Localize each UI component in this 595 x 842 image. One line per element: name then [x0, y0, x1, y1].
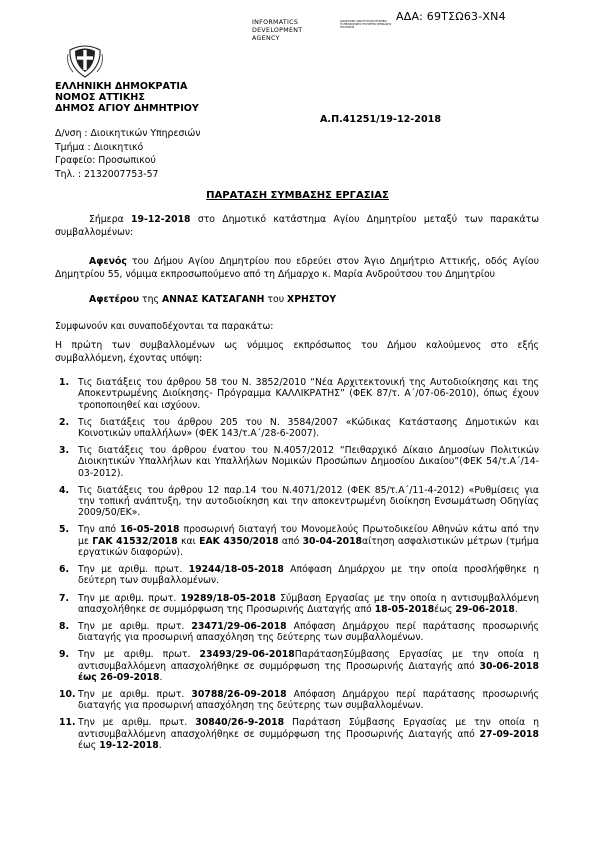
employee-name: ΑΝΝΑΣ ΚΑΤΣΑΓΑΝΗ [161, 294, 265, 305]
list-item-number: 6. [59, 564, 70, 576]
list-item-number: 9. [59, 649, 70, 661]
document-title: ΠΑΡΑΤΑΣΗ ΣΥΜΒΑΣΗΣ ΕΡΓΑΣΙΑΣ [206, 190, 389, 201]
list-item [55, 445, 539, 479]
list-item [55, 689, 539, 712]
list-item-text: Τις διατάξεις του άρθρου 205 του Ν. 3584/2007 «Κώδικας Κατάστασης Δημοτικών και Κοινοτικών υπαλλήλων» (ΦΕΚ 143/τ.Α΄/28-6-2007). [78, 416, 539, 439]
intro-paragraph: Σήμερα 19-12-2018 στο Δημοτικό κατάστημα Αγίου Δημητρίου μεταξύ των παρακάτω συμβαλλομένων: [55, 214, 539, 238]
greek-coat-of-arms-icon [67, 42, 103, 78]
list-item-text: Την με αριθμ. πρωτ. 23493/29-06-2018ΠαράτασηΣύμβασης Εργασίας με την οποία η αντισυμβαλλόμενη απασχολήθηκε σε συμμόρφωση της Προσωρινής Διαταγής από 30-06-2018 έως 26-09-2018. [78, 649, 539, 683]
agency-logo-text: INFORMATICS DEVELOPMENT AGENCY [252, 19, 303, 42]
party1-paragraph: Αφενός του Δήμου Αγίου Δημητρίου που εδρεύει στον Άγιο Δημήτριο Αττικής, οδός Αγίου Δημητρίου 55, νόμιμα εκπροσωπούμενο από τη Δήμαρχο κ. Μαρία Ανδρούτσου του Δημητρίου [55, 256, 539, 280]
list-item-text: Τις διατάξεις του άρθρου 12 παρ.14 του Ν.4071/2012 (ΦΕΚ 85/τ.Α΄/11-4-2012) «Ρυθμίσεις για την τοπική ανάπτυξη, την αυτοδιοίκηση και την αποκεντρωμένη διοίκηση Ενσωμάτωση Οδηγίας 2009/50/ΕΚ». [78, 484, 539, 519]
letterhead [55, 81, 199, 114]
republic-heading: ΕΛΛΗΝΙΚΗ ΔΗΜΟΚΡΑΤΙΑ [55, 81, 188, 92]
agency-logo-greek: ΔΙΑΚΡΑΤΙΚΗ ΑΝΑΠΤΥΞΙΑΚΗ ΕΤΑΙΡΕΙΑ ΠΛΗΡΟΦΟΡΙΚΗΣ ΥΠΟΥΡΓΕΙΟ ΨΗΦΙΑΚΗΣ ΠΟΛΙΤΙΚΗΣ [340, 20, 392, 30]
list-item-text: Την με αριθμ. πρωτ. 30840/26-9-2018 Παράταση Σύμβασης Εργασίας με την οποία η αντισυμβαλλόμενη απασχολήθηκε σε συμμόρφωση της Προσωρινής Διαταγής από 27-09-2018 έως 19-12-2018. [78, 717, 539, 751]
list-item-number: 3. [59, 445, 70, 457]
list-item-text: Τις διατάξεις του άρθρου ένατου του Ν.4057/2012 “Πειθαρχικό Δίκαιο Δημοσίων Πολιτικών Διοικητικών Υπαλλήλων και Υπαλλήλων Νομικών Προσώπων Δημοσίου Δικαίου”(ΦΕΚ 54/τ.Α΄/14-03-2012). [78, 445, 539, 479]
list-item-number: 5. [59, 524, 70, 536]
ada-code: ΑΔΑ: 69ΤΣΩ63-ΧΝ4 [396, 10, 506, 23]
list-item-number: 10. [59, 689, 76, 700]
municipality-heading: ΔΗΜΟΣ ΑΓΙΟΥ ΔΗΜΗΤΡΙΟΥ [55, 103, 199, 114]
list-item [55, 717, 539, 751]
employee-father-name: ΧΡΗΣΤΟΥ [287, 294, 337, 305]
first-party-paragraph: Η πρώτη των συμβαλλομένων ως νόμιμος εκπρόσωπος του Δήμου καλούμενος στο εξής συμβαλλόμενη, έχοντας υπόψη: [55, 340, 539, 364]
party2-paragraph: Αφετέρου της ΑΝΝΑΣ ΚΑΤΣΑΓΑΝΗ του ΧΡΗΣΤΟΥ [89, 294, 337, 305]
list-item-text: Την με αριθμ. πρωτ. 19289/18-05-2018 Σύμβαση Εργασίας με την οποία η αντισυμβαλλόμενη απασχολήθηκε σε συμμόρφωση της Προσωρινής Διαταγής από 18-05-2018έως 29-06-2018. [78, 592, 539, 615]
list-item [55, 417, 539, 440]
considerations-list [55, 377, 539, 757]
list-item [55, 593, 539, 616]
phone-line: Τηλ. : 2132007753-57 [55, 168, 159, 180]
list-item [55, 564, 539, 587]
list-item-text: Την με αριθμ. πρωτ. 19244/18-05-2018 Απόφαση Δημάρχου με την οποία προσλήφθηκε η δεύτερη των συμβαλλομένων. [78, 564, 539, 587]
list-item [55, 485, 539, 519]
list-item-text: Τις διατάξεις του άρθρου 58 του Ν. 3852/2010 “Νέα Αρχιτεκτονική της Αυτοδιοίκησης και της Αποκεντρωμένης Διοίκησης- Πρόγραμμα ΚΑΛΛΙΚΡΑΤΗΣ” (ΦΕΚ 87/τ. Α΄/07-06-2010), όπως έχουν τροποποιηθεί και ισχύουν. [78, 377, 539, 411]
bureau-line: Γραφείο: Προσωπικού [55, 155, 156, 166]
department-line: Τμήμα : Διοικητικό [55, 141, 144, 153]
office-details [55, 127, 201, 181]
list-item-number: 8. [59, 620, 70, 632]
contract-date: 19-12-2018 [131, 214, 191, 225]
list-item-number: 2. [59, 416, 70, 428]
list-item [55, 524, 539, 558]
list-item [55, 649, 539, 683]
list-item [55, 377, 539, 411]
list-item [55, 621, 539, 644]
list-item-text: Την με αριθμ. πρωτ. 23471/29-06-2018 Απόφαση Δημάρχου περί παράτασης προσωρινής διαταγής για προσωρινή απασχόληση της δεύτερης των συμβαλλομένων. [78, 620, 539, 644]
list-item-number: 4. [59, 484, 70, 496]
agree-paragraph: Συμφωνούν και συναποδέχονται τα παρακάτω: [55, 321, 274, 332]
directorate-line: Δ/νση : Διοικητικών Υπηρεσιών [55, 128, 201, 139]
list-item-text: Την με αριθμ. πρωτ. 30788/26-09-2018 Απόφαση Δημάρχου περί παράτασης προσωρινής διαταγής για προσωρινή απασχόληση της δεύτερης των συμβαλλομένων. [78, 689, 539, 712]
protocol-number: Α.Π.41251/19-12-2018 [320, 114, 441, 125]
list-item-number: 7. [59, 592, 70, 604]
list-item-number: 1. [59, 377, 70, 388]
prefecture-heading: ΝΟΜΟΣ ΑΤΤΙΚΗΣ [55, 92, 145, 103]
list-item-number: 11. [59, 717, 76, 729]
list-item-text: Την από 16-05-2018 προσωρινή διαταγή του Μονομελούς Πρωτοδικείου Αθηνών κάτω από την με ΓΑΚ 41532/2018 και ΕΑΚ 4350/2018 από 30-04-2018αίτηση ασφαλιστικών μέτρων (τμήμα εργατικών διαφορών). [78, 524, 539, 559]
